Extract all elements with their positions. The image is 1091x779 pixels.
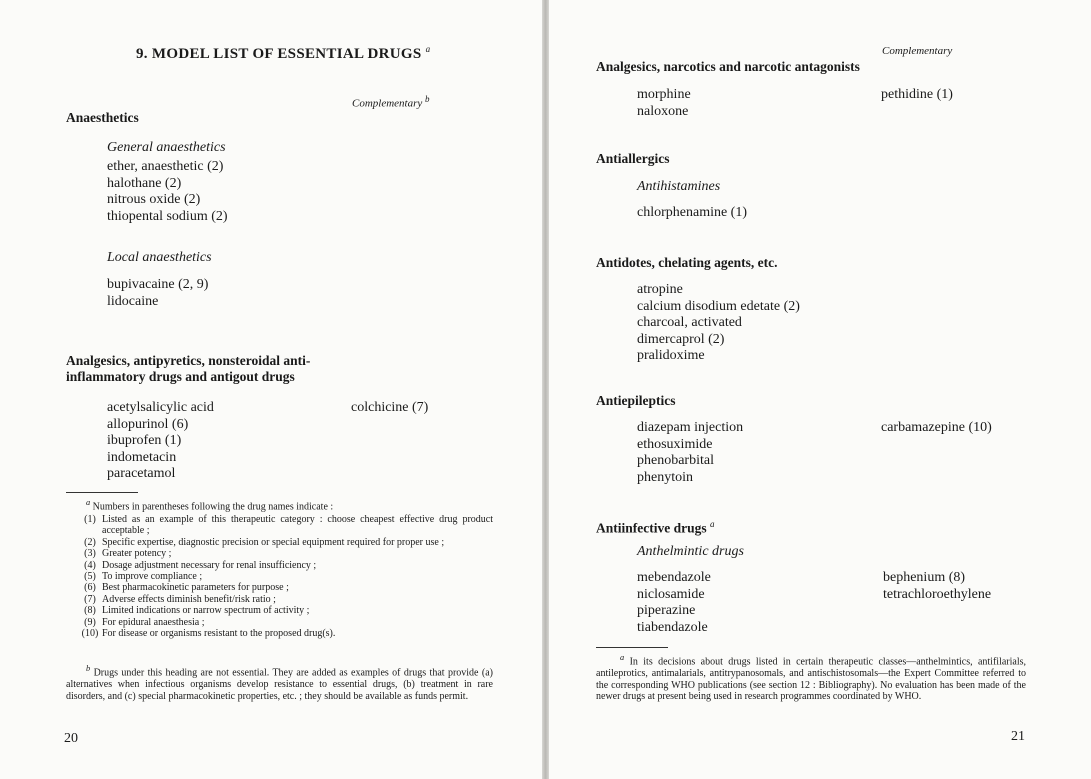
drug-item: naloxone bbox=[637, 103, 689, 119]
section-heading-analgesics: Analgesics, antipyretics, nonsteroidal anti- inflammatory drugs and antigout drugs bbox=[66, 353, 311, 384]
section-heading-narcotics: Analgesics, narcotics and narcotic antagonists bbox=[596, 59, 860, 74]
drug-item: colchicine (7) bbox=[351, 400, 429, 415]
footnote-item: (4) Dosage adjustment necessary for renal insufficiency ; bbox=[84, 559, 317, 571]
footnote-numbered-list bbox=[78, 514, 493, 639]
drug-item: carbamazepine (10) bbox=[881, 420, 992, 435]
drug-item: halothane (2) bbox=[107, 175, 182, 191]
drug-list-general-anaesthetics bbox=[107, 159, 228, 225]
drug-list-local-anaesthetics bbox=[107, 277, 208, 310]
drug-list-analgesics bbox=[107, 400, 214, 483]
drug-item: bephenium (8) bbox=[883, 570, 966, 585]
page-title: 9. MODEL LIST OF ESSENTIAL DRUGS $^a$ bbox=[136, 44, 431, 62]
footnote-item: (8) Limited indications or narrow spectrum of activity ; bbox=[84, 605, 310, 617]
section-heading-antidotes: Antidotes, chelating agents, etc. bbox=[596, 255, 778, 270]
complementary-list-analgesics bbox=[351, 400, 428, 417]
book-gutter bbox=[542, 0, 549, 779]
complementary-list-antiepileptics bbox=[881, 420, 992, 437]
drug-item: phenobarbital bbox=[637, 453, 714, 468]
footnote-item: (1) Listed as an example of this therapeutic category : choose cheapest effective drug product acceptable ; bbox=[84, 514, 493, 537]
drug-item: allopurinol (6) bbox=[107, 416, 189, 432]
drug-list-antidotes bbox=[637, 282, 800, 365]
drug-item: nitrous oxide (2) bbox=[107, 192, 201, 207]
complementary-list-narcotics bbox=[881, 87, 953, 104]
section-heading-antiallergics: Antiallergics bbox=[596, 151, 670, 166]
footnote-item: (5) To improve compliance ; bbox=[84, 571, 203, 583]
subheading-antihistamines: Antihistamines bbox=[637, 179, 721, 194]
drug-list-anthelmintic bbox=[637, 570, 711, 636]
drug-item: tiabendazole bbox=[637, 619, 708, 635]
footnote-item: (6) Best pharmacokinetic parameters for purpose ; bbox=[84, 582, 289, 594]
page-number-left: 20 bbox=[64, 731, 78, 746]
drug-item: paracetamol bbox=[107, 466, 176, 481]
footnote-item: (10) For disease or organisms resistant to the proposed drug(s). bbox=[81, 628, 336, 640]
section-heading-anaesthetics: Anaesthetics bbox=[66, 110, 139, 125]
footnote-b: $^b$ Drugs under this heading are not essential. They are added as examples of drugs that provide (a) alternatives when infectious organisms develop resistance to essential drugs, (b) treatment in rare disorders, and (c) special pharmacokinetic properties, etc. ; they should be available as funds permit. bbox=[66, 664, 493, 702]
drug-item: piperazine bbox=[637, 603, 696, 618]
section-heading-antiepileptics: Antiepileptics bbox=[596, 393, 676, 408]
drug-item: phenytoin bbox=[637, 469, 693, 485]
drug-item: dimercaprol (2) bbox=[637, 331, 725, 347]
drug-item: atropine bbox=[637, 282, 683, 297]
page-number-right: 21 bbox=[1011, 729, 1025, 744]
drug-list-antiallergics bbox=[637, 205, 747, 222]
drug-item: thiopental sodium (2) bbox=[107, 208, 228, 224]
drug-item: pethidine (1) bbox=[881, 87, 953, 102]
drug-item: calcium disodium edetate (2) bbox=[637, 298, 800, 314]
drug-item: indometacin bbox=[107, 449, 177, 465]
left-page bbox=[0, 0, 542, 779]
footnote-a: $^a$ In its decisions about drugs listed in certain therapeutic classes—anthelmintics, antifilarials, antileprotics, antimalarials, antitrypanosomals, and antischistosomals—the Expert Committee referred to the corresponding WHO publications (see section 12 : Bibliography). No evaluation has been made of the newer drugs at present being used in research programmes coordinated by WHO. bbox=[596, 653, 1027, 703]
drug-item: ethosuximide bbox=[637, 436, 713, 452]
drug-item: niclosamide bbox=[637, 586, 705, 602]
drug-list-narcotics bbox=[637, 87, 691, 120]
drug-item: pralidoxime bbox=[637, 348, 705, 363]
drug-item: tetrachloroethylene bbox=[883, 586, 992, 602]
complementary-column-header: Complementary bbox=[882, 45, 953, 57]
footnote-item: (2) Specific expertise, diagnostic precision or special equipment required for proper use ; bbox=[84, 536, 445, 548]
drug-item: mebendazole bbox=[637, 570, 711, 585]
drug-item: charcoal, activated bbox=[637, 315, 742, 330]
footnote-rule bbox=[66, 492, 138, 493]
drug-item: ether, anaesthetic (2) bbox=[107, 159, 224, 174]
footnote-item: (9) For epidural anaesthesia ; bbox=[84, 616, 205, 628]
drug-item: bupivacaine (2, 9) bbox=[107, 277, 209, 292]
section-heading-antiinfective: Antiinfective drugs $^a$ bbox=[596, 519, 715, 536]
footnote-item: (7) Adverse effects diminish benefit/risk ratio ; bbox=[84, 593, 276, 605]
subheading-anthelmintic: Anthelmintic drugs bbox=[637, 544, 744, 559]
drug-item: morphine bbox=[637, 87, 691, 102]
drug-item: chlorphenamine (1) bbox=[637, 205, 748, 220]
complementary-list-anthelmintic bbox=[883, 570, 991, 603]
drug-item: lidocaine bbox=[107, 293, 159, 309]
right-page bbox=[549, 0, 1091, 779]
subheading-local-anaesthetics: Local anaesthetics bbox=[107, 250, 212, 265]
complementary-column-header: Complementary $^b$ bbox=[352, 94, 430, 110]
footnote-item: (3) Greater potency ; bbox=[84, 548, 172, 560]
drug-list-antiepileptics bbox=[637, 420, 743, 486]
drug-item: diazepam injection bbox=[637, 420, 744, 435]
footnote-a-intro: $^a$ Numbers in parentheses following the drug names indicate : bbox=[86, 498, 334, 513]
subheading-general-anaesthetics: General anaesthetics bbox=[107, 140, 226, 155]
footnote-rule bbox=[596, 647, 668, 648]
drug-item: ibuprofen (1) bbox=[107, 433, 182, 448]
drug-item: acetylsalicylic acid bbox=[107, 400, 214, 415]
